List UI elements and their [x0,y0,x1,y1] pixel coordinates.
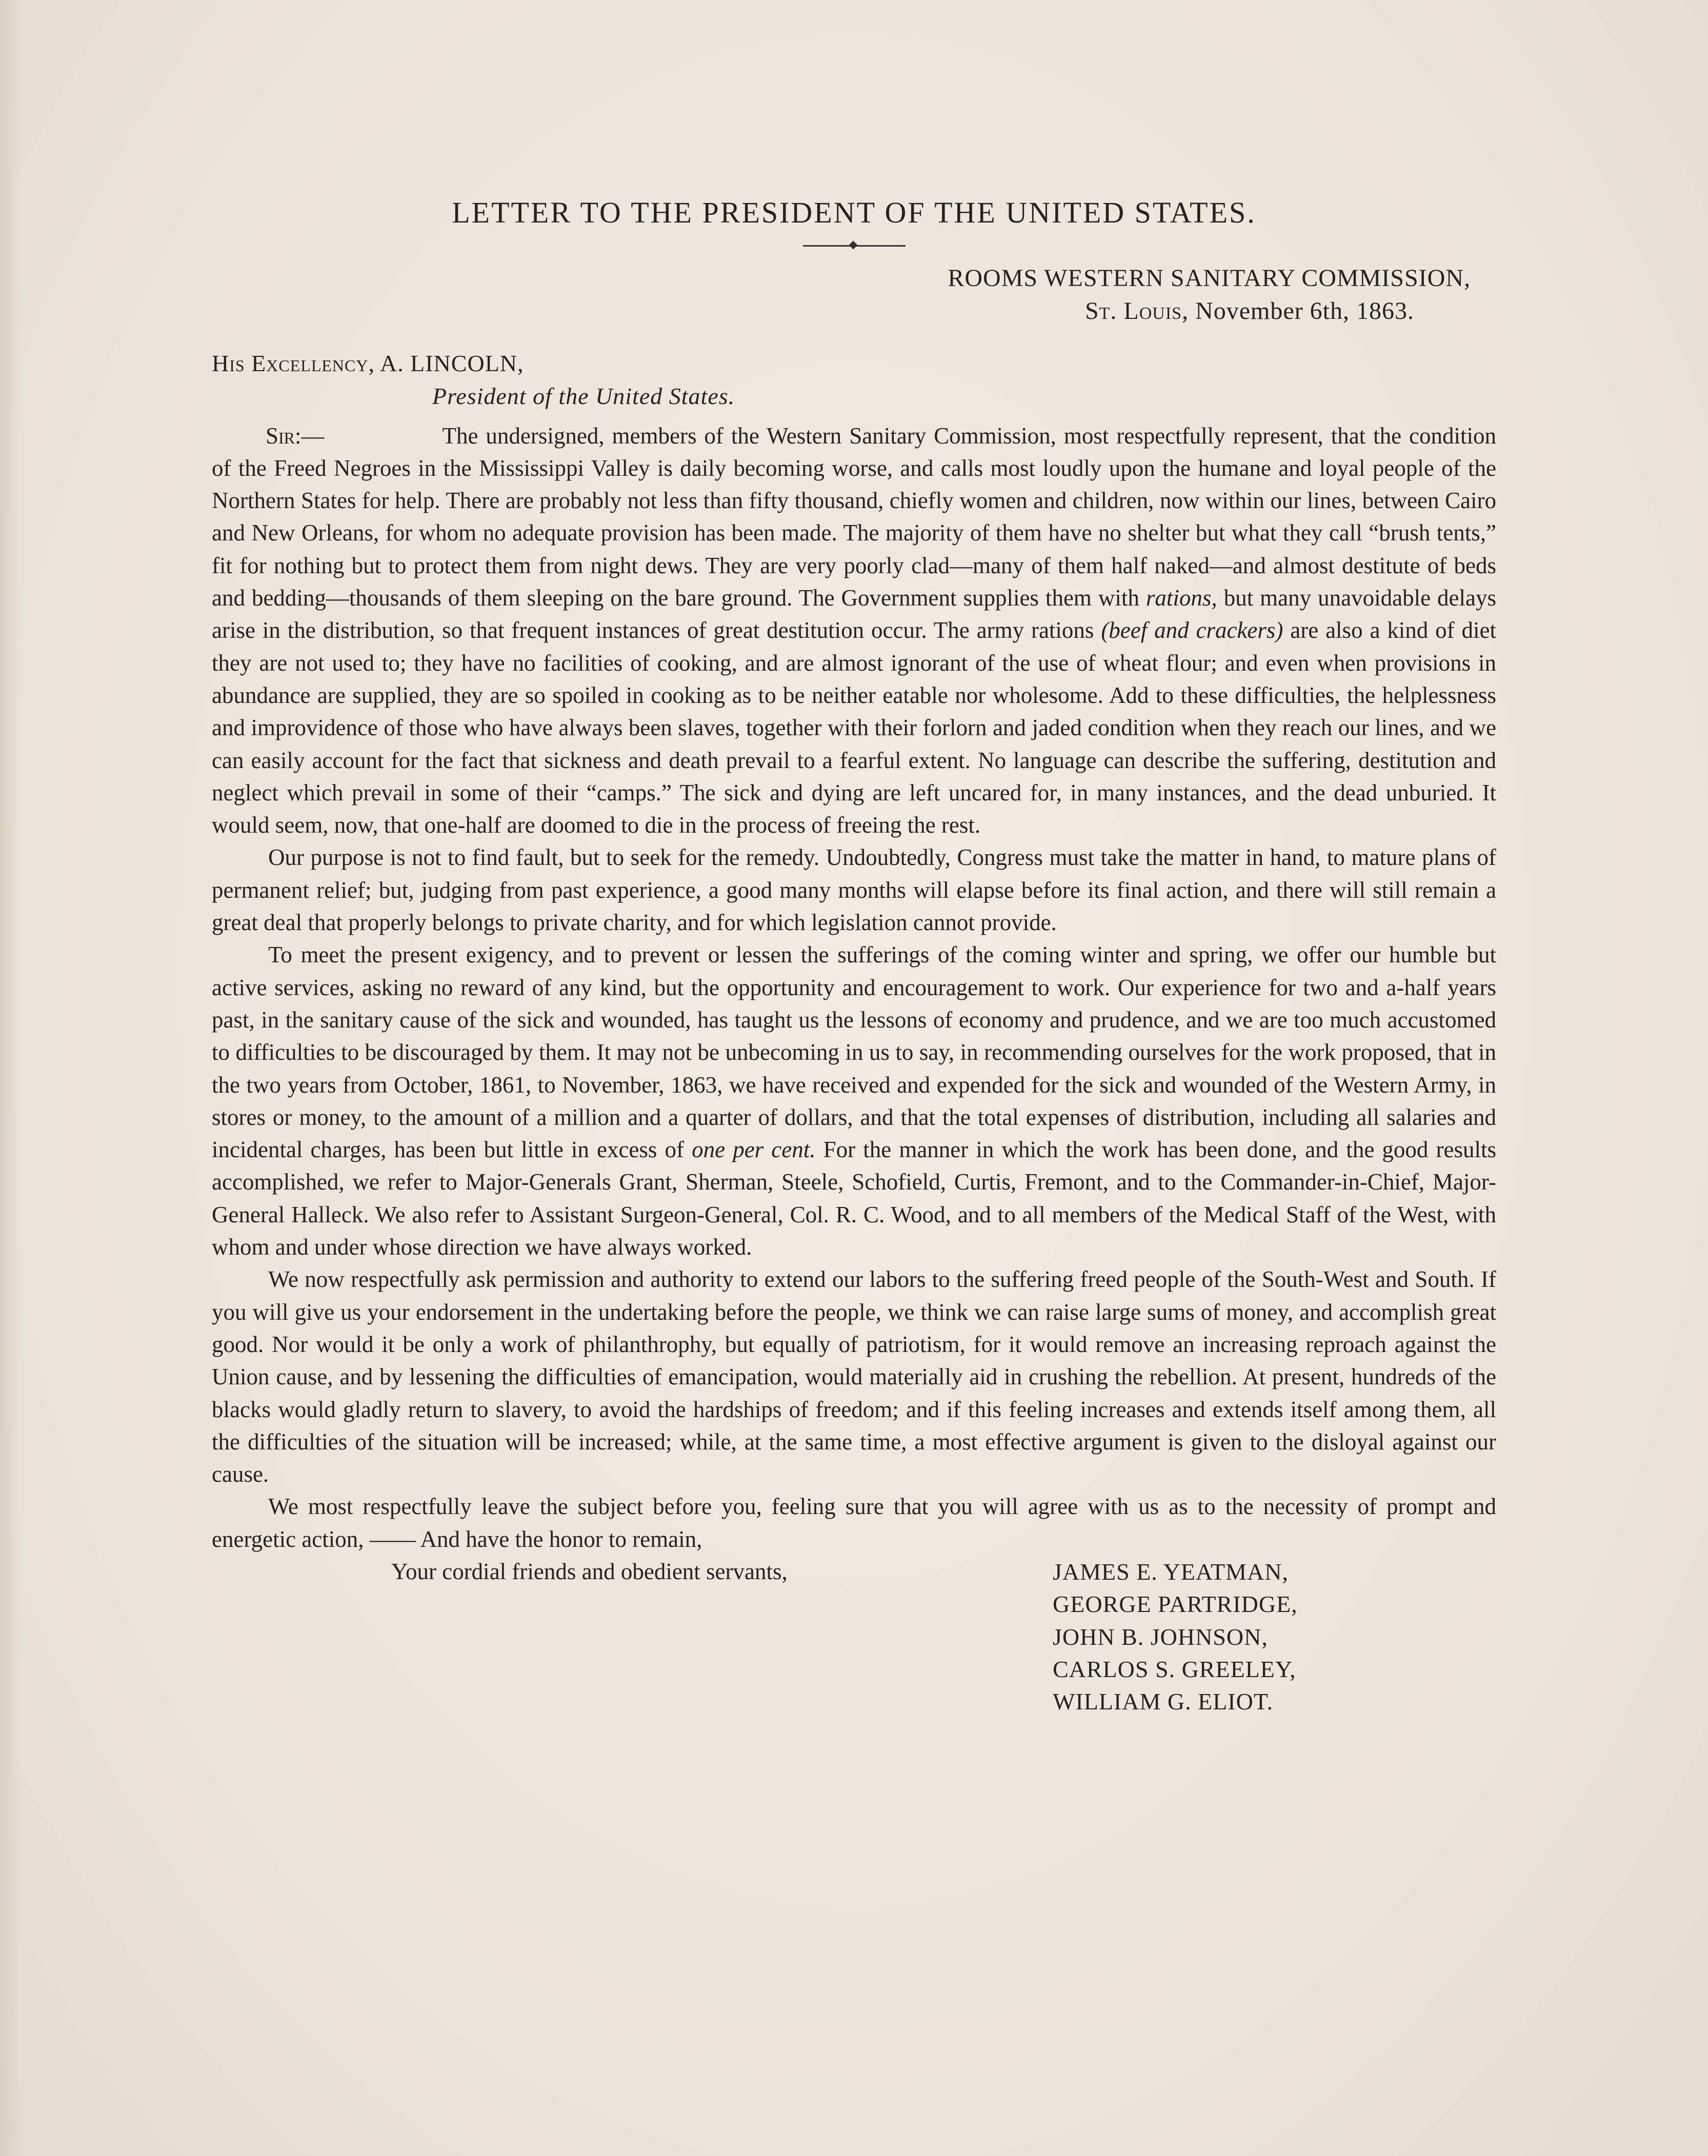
closing-line: Your cordial friends and obedient servants, [391,1558,788,1584]
paragraph-1-part-c: are also a kind of diet they are not used to; they have no facilities of cooking, and are almost ignorant of the use of wheat flour; and even when provisions in abundance are supplied, they are so spoiled in cooking as to be neither eatable nor wholesome. Add to these difficulties, the helplessness and improvidence of those who have always been slaves, together with their forlorn and jaded condition when they reach our lines, and we can easily account for the fact that sickness and death prevail to a fearful extent. No language can describe the suffering, destitution and neglect which prevail in some of their “camps.” The sick and dying are left uncared for, in many instances, and the dead unburied. It would seem, now, that one-half are doomed to die in the process of freeing the rest. [212,617,1496,838]
paragraph-3 [212,939,1496,1263]
paragraph-1-part-b: but many unavoidable delays arise in the distribution, so that frequent instances of great destitution occur. The army rations [212,585,1497,643]
signature-johnson: JOHN B. JOHNSON, [1053,1623,1268,1650]
signatures-list [1053,1556,1298,1718]
letter-body [212,420,1496,1556]
salutation: Sir:— [266,422,325,449]
heading-org: ROOMS WESTERN SANITARY COMMISSION, [948,264,1471,292]
paragraph-4: We now respectfully ask permission and authority to extend our labors to the suffering freed people of the South-West and South. If you will give us your endorsement in the undertaking before the people, we think we can raise large sums of money, and accomplish great good. Nor would it be only a work of philanthrophy, but equally of patriotism, for it would remove an increasing reproach against the Union cause, and by lessening the difficulties of emancipation, would materially aid in crushing the rebellion. At present, hundreds of the blacks would gladly return to slavery, to avoid the hardships of freedom; and if this feeling increases and extends itself among them, all the difficulties of the situation will be increased; while, at the same time, a most effective argument is given to the disloyal against our cause. [212,1266,1496,1487]
addressee-prefix: His Excellency, [212,350,375,376]
title-divider [803,245,906,247]
signature-partridge: GEORGE PARTRIDGE, [1053,1591,1298,1618]
letter-content [212,195,1496,1761]
addressee-name: A. LINCOLN, [379,350,524,376]
paragraph-3-part-b: For the manner in which the work has been done, and the good results accomplished, we refer to Major-Generals Grant, Sherman, Steele, Schofield, Curtis, Fremont, and to the Commander-in-Chief, Major-General Halleck. We also refer to Assistant Surgeon-General, Col. R. C. Wood, and to all members of the Medical Staff of the West, with whom and under whose direction we have always worked. [212,1137,1496,1260]
letter-heading [212,262,1496,328]
addressee-block [212,347,1496,413]
paragraph-3-part-a: To meet the present exigency, and to prevent or lessen the sufferings of the coming winter and spring, we offer our humble but active services, asking no reward of any kind, but the opportunity and encouragement to work. Our experience for two and a-half years past, in the sanitary cause of the sick and wounded, has taught us the lessons of economy and prudence, and we are too much accustomed to difficulties to be discouraged by them. It may not be unbecoming in us to say, in recommending ourselves for the work proposed, that in the two years from October, 1861, to November, 1863, we have received and expended for the sick and wounded of the Western Army, in stores or money, to the amount of a million and a quarter of dollars, and that the total expenses of distribution, including all salaries and incidental charges, has been but little in excess of [212,942,1496,1163]
heading-place-date [212,295,1471,328]
divider-ornament [849,240,857,249]
signoff-block [212,1556,1496,1761]
signature-greeley: CARLOS S. GREELEY, [1053,1656,1296,1682]
paragraph-3-italic: one per cent. [692,1137,816,1163]
heading-date: November 6th, 1863. [1195,297,1414,325]
paragraph-1-italic-beef: (beef and crackers) [1101,617,1283,643]
letter-title: LETTER TO THE PRESIDENT OF THE UNITED STATES. [452,196,1256,229]
signature-yeatman: JAMES E. YEATMAN, [1053,1558,1289,1585]
addressee-title: President of the United States. [432,382,735,409]
paragraph-5: We most respectfully leave the subject before you, feeling sure that you will agree with us as to the necessity of prompt and energetic action, —— And have the honor to remain, [212,1494,1496,1552]
paragraph-1-italic-rations: rations, [1146,585,1217,611]
paper-edge-shadow [0,0,21,2156]
paragraph-2: Our purpose is not to find fault, but to seek for the remedy. Undoubtedly, Congress must take the matter in hand, to mature plans of permanent relief; but, judging from past experience, a good many months will elapse before its final action, and there will still remain a great deal that properly belongs to private charity, and for which legislation cannot provide. [212,844,1496,936]
addressee-line [212,347,1496,380]
heading-place: St. Louis, [1084,297,1189,325]
signature-eliot: WILLIAM G. ELIOT. [1053,1688,1274,1715]
paragraph-1-part-a: The undersigned, members of the Western Sanitary Commission, most respectfully represent, that the condition of the Freed Negroes in the Mississippi Valley is daily becoming worse, and calls most loudly upon the humane and loyal people of the Northern States for help. There are probably not less than fifty thousand, chiefly women and children, now within our lines, between Cairo and New Orleans, for whom no adequate provision has been made. The majority of them have no shelter but what they call “brush tents,” fit for nothing but to protect them from night dews. They are very poorly clad—many of them half naked—and almost destitute of beds and bedding—thousands of them sleeping on the bare ground. The Government supplies them with [212,422,1496,611]
paragraph-1 [212,420,1496,842]
